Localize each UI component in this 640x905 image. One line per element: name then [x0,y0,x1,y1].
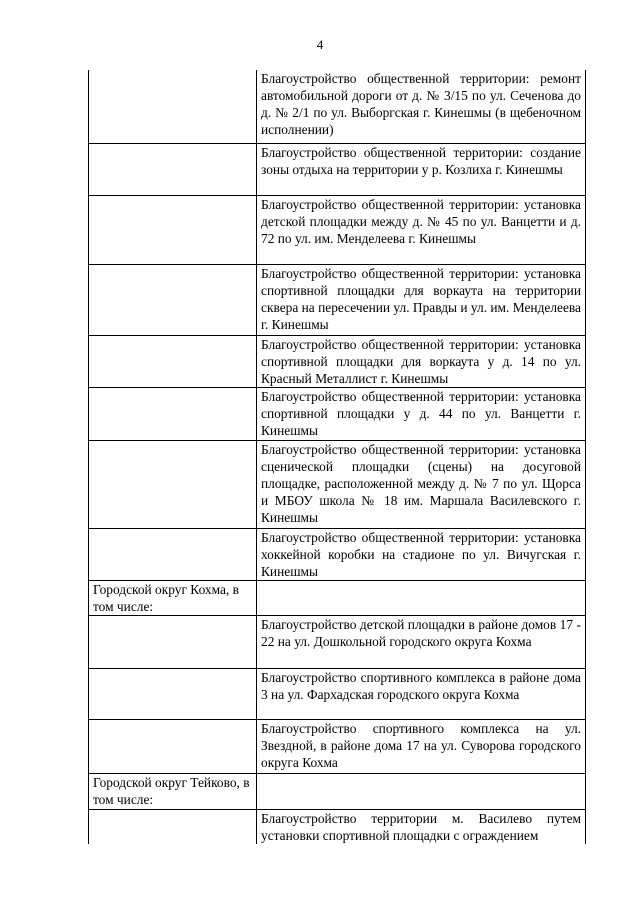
municipality-cell [89,387,257,440]
project-description: Благоустройство детской площадки в районе домов 17 - 22 на ул. Дошкольной городского округа Кохма [257,615,586,668]
municipality-cell: Городской округ Тейково, в том числе: [89,773,257,809]
municipality-cell [89,668,257,719]
table-row [89,773,586,809]
municipality-cell [89,195,257,264]
project-description: Благоустройство общественной территории: установка спортивной площадки для воркаута у д. 14 по ул. Красный Металлист г. Кинешмы [257,335,586,387]
table-row [89,264,586,335]
program-table [88,70,586,844]
municipality-cell: Городской округ Кохма, в том числе: [89,580,257,615]
municipality-cell [89,440,257,528]
project-description: Благоустройство общественной территории: создание зоны отдыха на территории у р. Козлиха г. Кинешмы [257,143,586,195]
municipality-cell [89,70,257,143]
table-row [89,580,586,615]
table-row [89,528,586,580]
table-row [89,668,586,719]
municipality-cell [89,528,257,580]
page-number: 4 [316,37,324,52]
municipality-cell [89,264,257,335]
project-description: Благоустройство территории м. Василево путем установки спортивной площадки с ограждением [257,809,586,844]
municipality-cell [89,335,257,387]
project-description: Благоустройство общественной территории: установка спортивной площадки для воркаута на территории сквера на пересечении ул. Правды и ул. им. Менделеева г. Кинешмы [257,264,586,335]
table-row [89,615,586,668]
table-row [89,387,586,440]
municipality-cell [89,809,257,844]
table-row [89,335,586,387]
table-row [89,143,586,195]
project-description: Благоустройство общественной территории: установка сценической площадки (сцены) на досуговой площадке, расположенной между д. № 7 по ул. Щорса и МБОУ школа № 18 им. Маршала Василевского г. Кинешмы [257,440,586,528]
project-description: Благоустройство спортивного комплекса в районе дома 3 на ул. Фархадская городского округа Кохма [257,668,586,719]
table-row [89,70,586,143]
project-description: Благоустройство общественной территории: установка детской площадки между д. № 45 по ул. Ванцетти и д. 72 по ул. им. Менделеева г. Кинешмы [257,195,586,264]
table-row [89,809,586,844]
project-description: Благоустройство спортивного комплекса на ул. Звездной, в районе дома 17 на ул. Суворова городского округа Кохма [257,719,586,773]
table-row [89,719,586,773]
project-description: Благоустройство общественной территории: установка спортивной площадки у д. 44 по ул. Ванцетти г. Кинешмы [257,387,586,440]
municipality-cell [89,143,257,195]
project-description: Благоустройство общественной территории: ремонт автомобильной дороги от д. № 3/15 по ул. Сеченова до д. № 2/1 по ул. Выборгская г. Кинешмы (в щебеночном исполнении) [257,70,586,143]
table-row [89,195,586,264]
municipality-cell [89,719,257,773]
project-description: Благоустройство общественной территории: установка хоккейной коробки на стадионе по ул. Вичугская г. Кинешмы [257,528,586,580]
project-description [257,580,586,615]
municipality-cell [89,615,257,668]
project-description [257,773,586,809]
table-row [89,440,586,528]
